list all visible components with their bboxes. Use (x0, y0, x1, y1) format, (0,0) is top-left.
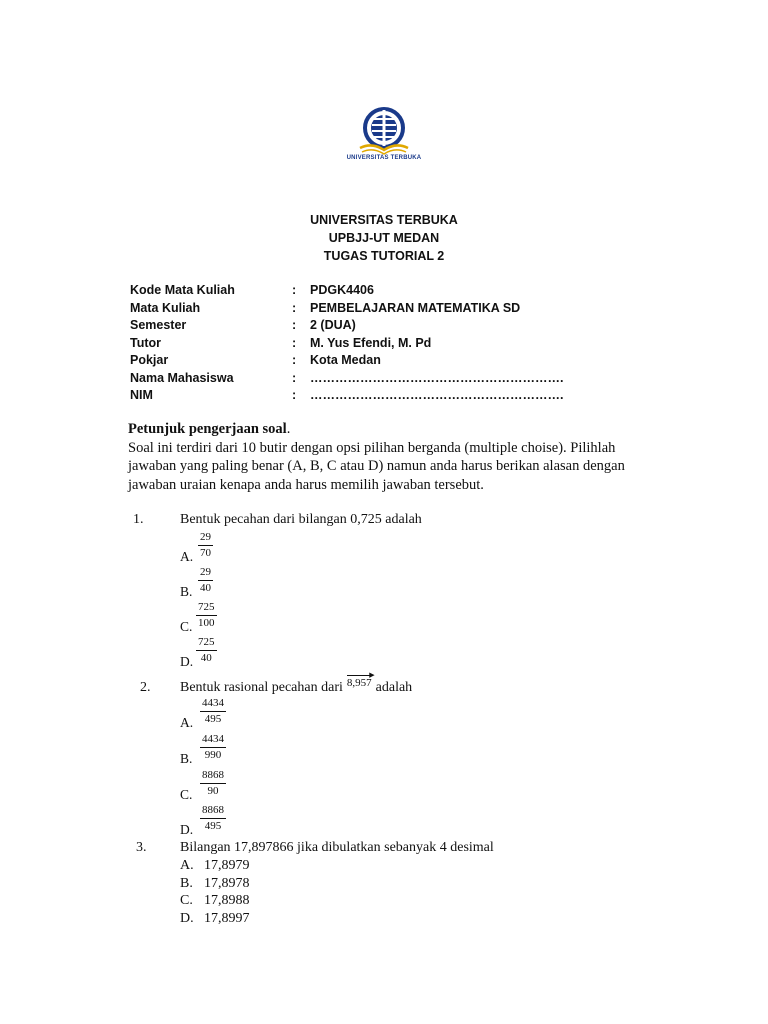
fraction-denominator: 495 (204, 820, 222, 832)
question-text-after: adalah (375, 680, 413, 695)
option-fraction (198, 566, 213, 595)
question-text: Bentuk pecahan dari bilangan 0,725 adalah (180, 512, 422, 527)
info-colon: : (292, 318, 297, 332)
option-letter: A. (180, 715, 194, 730)
option-value: 17,8979 (204, 858, 250, 873)
option-fraction (196, 601, 217, 630)
instructions-title-suffix: . (286, 421, 291, 437)
fraction-denominator: 90 (207, 785, 219, 797)
info-label: Semester (130, 318, 187, 332)
option-fraction (200, 733, 226, 762)
fraction-denominator: 70 (200, 547, 211, 559)
question-number: 3. (136, 840, 147, 855)
option-letter: B. (180, 751, 193, 766)
fraction-numerator: 725 (196, 636, 217, 651)
info-value: PEMBELAJARAN MATEMATIKA SD (310, 301, 521, 315)
option-row (180, 858, 250, 874)
info-value: M. Yus Efendi, M. Pd (310, 336, 432, 350)
fraction-numerator: 4434 (200, 733, 226, 748)
option-letter: C. (180, 893, 193, 908)
option-row (180, 876, 250, 892)
info-label: Nama Mahasiswa (130, 371, 234, 385)
question-text-before: Bentuk rasional pecahan dari (180, 680, 343, 695)
instructions-line: Soal ini terdiri dari 10 butir dengan opsi pilihan berganda (multiple choise). Pilihlah (128, 439, 616, 456)
instructions-line: jawaban uraian kenapa anda harus memilih jawaban tersebut. (128, 476, 484, 493)
option-row (180, 911, 250, 927)
option-letter: A. (180, 549, 194, 564)
option-letter: C. (180, 619, 193, 634)
repeating-decimal (346, 671, 375, 689)
info-label: Pokjar (130, 353, 169, 367)
option-letter: B. (180, 876, 193, 891)
option-letter: D. (180, 822, 194, 837)
option-value: 17,8978 (204, 876, 250, 891)
header-university: UNIVERSITAS TERBUKA (310, 213, 458, 227)
fraction-denominator: 40 (200, 582, 211, 594)
fraction-denominator: 495 (204, 713, 222, 725)
info-colon: : (292, 371, 297, 385)
fraction-numerator: 29 (198, 531, 213, 546)
fraction-numerator: 8868 (200, 769, 226, 784)
logo-caption: UNIVERSITAS TERBUKA (346, 155, 422, 161)
fraction-numerator: 8868 (200, 804, 226, 819)
option-letter: A. (180, 858, 194, 873)
info-colon: : (292, 336, 297, 350)
option-fraction (200, 769, 226, 798)
repeating-value: 8,957 (346, 677, 372, 689)
info-colon: : (292, 283, 297, 297)
fraction-denominator: 40 (200, 652, 212, 664)
fraction-numerator: 4434 (200, 697, 226, 712)
fraction-numerator: 29 (198, 566, 213, 581)
option-value: 17,8988 (204, 893, 250, 908)
fraction-denominator: 990 (204, 749, 222, 761)
option-fraction (200, 697, 226, 726)
option-fraction (200, 804, 226, 833)
info-value: ……………………………………………………. (310, 388, 564, 402)
info-label: Mata Kuliah (130, 301, 201, 315)
option-letter: D. (180, 654, 194, 669)
fraction-numerator: 725 (196, 601, 217, 616)
info-value: Kota Medan (310, 353, 381, 367)
option-value: 17,8997 (204, 911, 250, 926)
question-text (180, 671, 413, 696)
info-label: Tutor (130, 336, 162, 350)
header-upbjj: UPBJJ-UT MEDAN (328, 231, 440, 245)
option-letter: B. (180, 584, 193, 599)
option-fraction (196, 636, 217, 665)
info-colon: : (292, 388, 297, 402)
info-colon: : (292, 301, 297, 315)
fraction-denominator: 100 (198, 617, 215, 629)
info-value: ……………………………………………………. (310, 371, 564, 385)
option-fraction (198, 531, 213, 560)
instructions-block (128, 420, 668, 494)
info-value: PDGK4406 (310, 283, 374, 297)
instructions-line: jawaban yang paling benar (A, B, C atau D) namun anda harus berikan alasan dengan (128, 458, 625, 474)
option-letter: C. (180, 787, 193, 802)
repeating-bar (347, 675, 372, 676)
header-assignment: TUGAS TUTORIAL 2 (323, 249, 445, 263)
option-row (180, 893, 250, 909)
info-label: Kode Mata Kuliah (130, 283, 235, 297)
question-number: 2. (140, 680, 151, 695)
question-number: 1. (133, 512, 144, 527)
info-colon: : (292, 353, 297, 367)
option-letter: D. (180, 911, 194, 926)
instructions-title: Petunjuk pengerjaan soal (128, 421, 287, 437)
question-text: Bilangan 17,897866 jika dibulatkan sebanyak 4 desimal (180, 840, 494, 855)
info-label: NIM (130, 388, 153, 402)
info-value: 2 (DUA) (310, 318, 356, 332)
arrow-right-icon: ▶ (369, 671, 375, 679)
